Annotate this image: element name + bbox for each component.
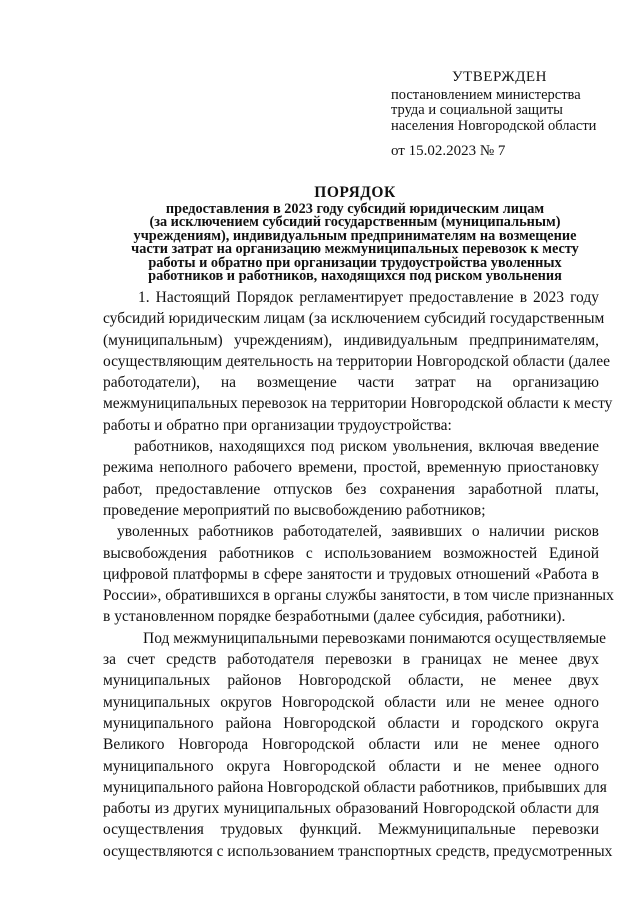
text-line: России», обратившихся в органы службы занятости, в том числе признанных [103,587,614,605]
text-line: уволенных работников работодателей, заявивших о наличии рисков [117,523,599,541]
text-line: режима неполного рабочего времени, простой, временную приостановку [103,459,599,477]
text-line: Под межмуниципальными перевозками понимаются осуществляемые [143,629,607,647]
text-line: осуществляющим деятельность на территории Новгородской области (далее [103,352,611,370]
text-line: муниципального округа Новгородской области и не менее одного [103,757,599,775]
text-line: муниципального района Новгородской области и городского округа [103,714,599,732]
title-subline: работников и работников, находящихся под риском увольнения [148,268,562,285]
text-line: проведение мероприятий по высвобождению работников; [103,501,486,519]
text-line: 1. Настоящий Порядок регламентирует предоставление в 2023 году [138,289,599,306]
paragraph-1 [103,287,613,436]
approval-stamp-block [391,70,621,160]
approval-line: труда и социальной защиты [391,102,563,118]
text-line: осуществления трудовых функций. Межмуниципальные перевозки [103,821,599,839]
text-line: за счет средств работодателя перевозки в границах не менее двух [103,651,599,669]
paragraph-3 [103,521,614,627]
text-line: (муниципальным) учреждениям), индивидуальным предпринимателям, [103,331,599,349]
title-subline: части затрат на организацию межмуниципальных перевозок к месту [131,241,579,258]
document-title-block [110,184,600,283]
text-line: муниципального района Новгородской области работников, прибывших для [103,778,607,796]
title-subline: (за исключением субсидий государственным (муниципальным) [149,214,561,231]
document-title: ПОРЯДОК [314,184,396,201]
text-line: работы и обратно при организации трудоустройства: [103,416,452,434]
text-line: работодатели), на возмещение части затрат на организацию [103,374,599,392]
approved-label: УТВЕРЖДЕН [452,69,547,85]
text-line: Великого Новгорода Новгородской области или не менее одного [103,736,599,754]
text-line: работы из других муниципальных образований Новгородской области для [103,800,599,818]
text-line: работ, предоставление отпусков без сохранения заработной платы, [103,480,599,498]
approval-line: населения Новгородской области [391,117,597,134]
approval-line: постановлением министерства [391,86,581,103]
text-line: осуществляются с использованием транспортных средств, предусмотренных [103,842,613,860]
title-subline: работы и обратно при организации трудоустройства уволенных [148,254,562,271]
text-line: муниципальных районов Новгородской области, не менее двух [103,672,599,690]
text-line: цифровой платформы в сфере занятости и трудовых отношений «Работа в [103,565,599,583]
approval-date: от 15.02.2023 № 7 [391,143,506,159]
text-line: работников, находящихся под риском увольнения, включая введение [134,438,599,456]
title-subline: предоставления в 2023 году субсидий юридическим лицам [165,201,545,217]
text-line: высвобождения работников с использованием возможностей Единой [103,544,599,562]
text-line: в установленном порядке безработными (далее субсидия, работники). [103,608,566,626]
text-line: муниципальных округов Новгородской области или не менее одного [103,693,599,711]
paragraph-4 [103,628,613,862]
title-subline: учреждениям), индивидуальным предпринимателям на возмещение [133,227,577,244]
document-body [103,287,614,862]
text-line: субсидий юридическим лицам (за исключением субсидий государственным [103,310,605,328]
paragraph-2 [103,436,599,521]
text-line: межмуниципальных перевозок на территории Новгородской области к месту [103,395,613,413]
